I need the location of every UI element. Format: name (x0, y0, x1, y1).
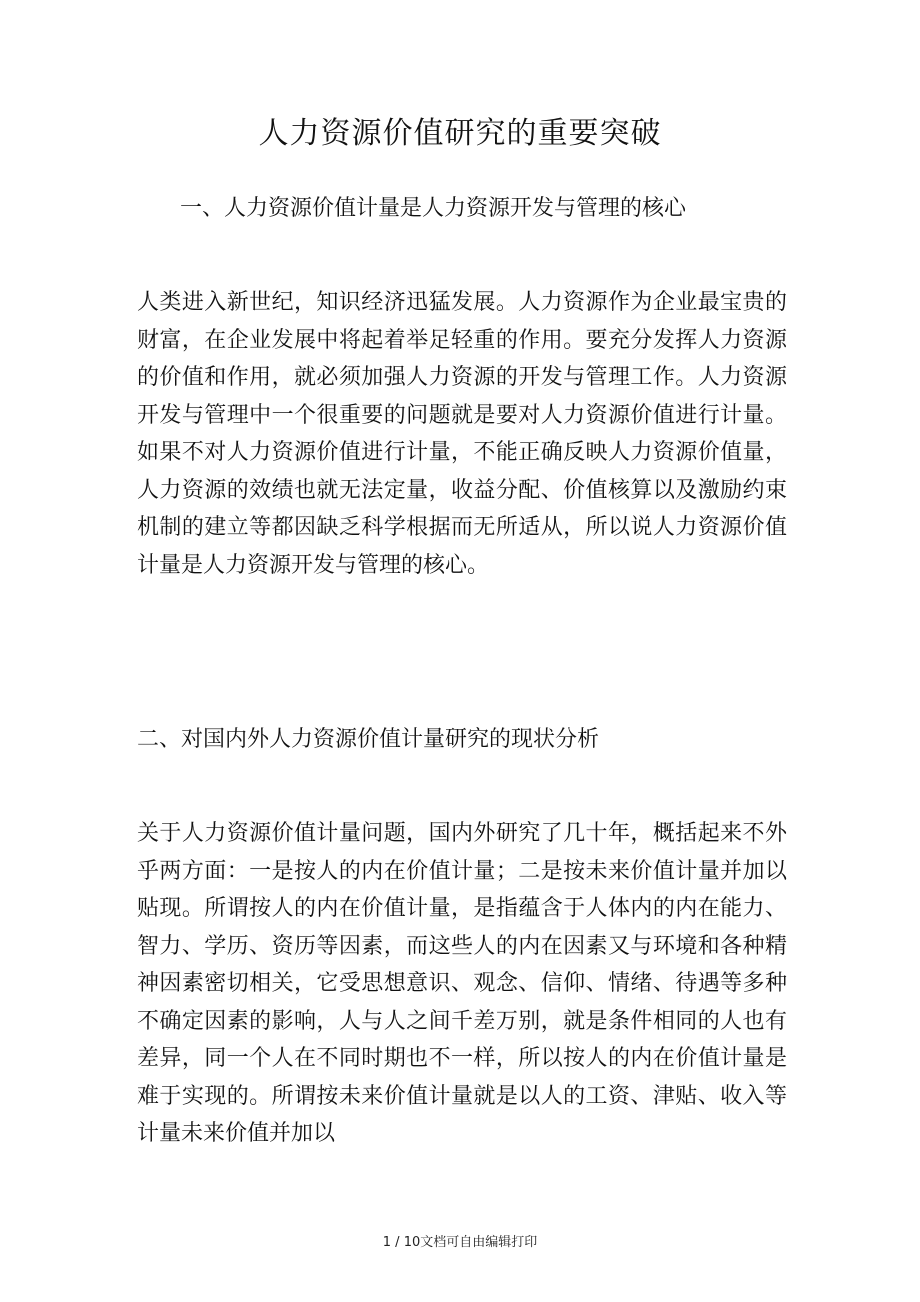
section-1-paragraph: 人类进入新世纪，知识经济迅猛发展。人力资源作为企业最宝贵的财富，在企业发展中将起着举足轻重的作用。要充分发挥人力资源的价值和作用，就必须加强人力资源的开发与管理工作。人力资源开发与管理中一个很重要的问题就是要对人力资源价值进行计量。如果不对人力资源价值进行计量，不能正确反映人力资源价值量，人力资源的效绩也就无法定量，收益分配、价值核算以及激励约束机制的建立等都因缺乏科学根据而无所适从，所以说人力资源价值计量是人力资源开发与管理的核心。 (137, 290, 787, 578)
footer-note: 文档可自由编辑打印 (420, 1235, 538, 1250)
page-current: 1 (382, 1235, 392, 1250)
page-separator: / (391, 1235, 404, 1250)
page-total: 10 (403, 1235, 421, 1250)
section-2-paragraph: 关于人力资源价值计量问题，国内外研究了几十年，概括起来不外乎两方面：一是按人的内在价值计量；二是按未来价值计量并加以贴现。所谓按人的内在价值计量，是指蕴含于人体内的内在能力、智力、学历、资历等因素，而这些人的内在因素又与环境和各种精神因素密切相关，它受思想意识、观念、信仰、情绪、待遇等多种不确定因素的影响，人与人之间千差万别，就是条件相同的人也有差异，同一个人在不同时期也不一样，所以按人的内在价值计量是难于实现的。所谓按未来价值计量就是以人的工资、津贴、收入等计量未来价值并加以 (137, 821, 787, 1146)
document-title: 人力资源价值研究的重要突破 (258, 116, 662, 151)
section-2-heading: 二、对国内外人力资源价值计量研究的现状分析 (137, 727, 600, 752)
page-footer (0, 1234, 920, 1252)
section-1-heading: 一、人力资源价值计量是人力资源开发与管理的核心 (180, 196, 687, 221)
